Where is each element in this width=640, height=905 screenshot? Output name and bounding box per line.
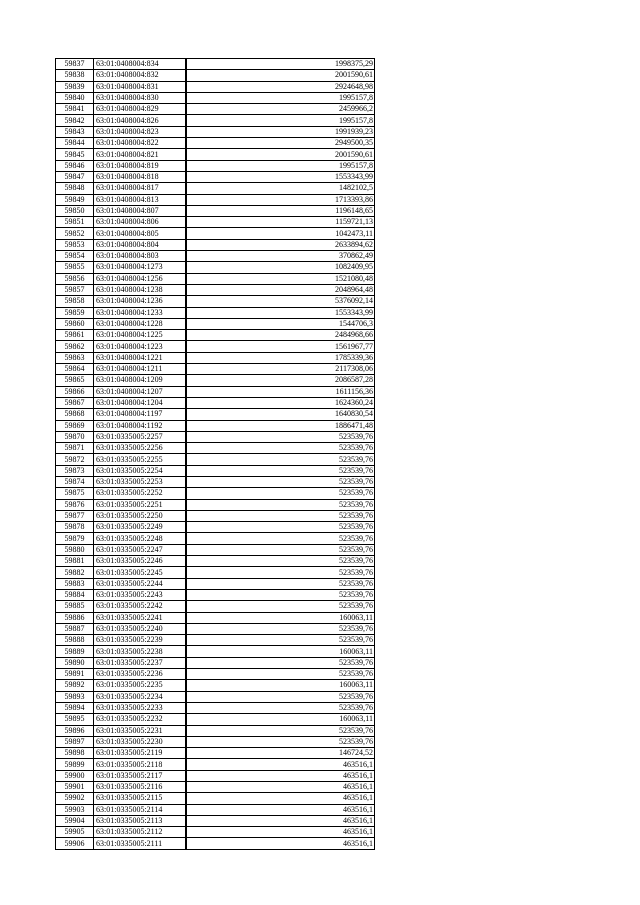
table-row xyxy=(56,228,375,239)
cadastral-value-cell: 160063,11 xyxy=(186,646,375,657)
cadastral-number-cell: 63:01:0408004:1209 xyxy=(94,375,187,386)
cadastral-number-cell: 63:01:0335005:2232 xyxy=(94,714,187,725)
row-number-cell: 59876 xyxy=(56,499,94,510)
cadastral-value-cell: 1482102,5 xyxy=(186,183,375,194)
cadastral-value-table xyxy=(55,58,375,850)
row-number-cell: 59840 xyxy=(56,92,94,103)
table-row xyxy=(56,657,375,668)
cadastral-number-cell: 63:01:0335005:2240 xyxy=(94,623,187,634)
row-number-cell: 59905 xyxy=(56,827,94,838)
cadastral-value-cell: 370862,49 xyxy=(186,251,375,262)
row-number-cell: 59868 xyxy=(56,409,94,420)
cadastral-number-cell: 63:01:0335005:2230 xyxy=(94,736,187,747)
table-row xyxy=(56,815,375,826)
cadastral-number-cell: 63:01:0408004:1256 xyxy=(94,273,187,284)
row-number-cell: 59886 xyxy=(56,612,94,623)
row-number-cell: 59847 xyxy=(56,171,94,182)
cadastral-number-cell: 63:01:0335005:2113 xyxy=(94,815,187,826)
row-number-cell: 59855 xyxy=(56,262,94,273)
cadastral-value-cell: 1991939,23 xyxy=(186,126,375,137)
table-row xyxy=(56,341,375,352)
table-row xyxy=(56,194,375,205)
table-row xyxy=(56,736,375,747)
cadastral-number-cell: 63:01:0335005:2251 xyxy=(94,499,187,510)
table-row xyxy=(56,205,375,216)
table-row xyxy=(56,510,375,521)
cadastral-number-cell: 63:01:0335005:2248 xyxy=(94,533,187,544)
table-row xyxy=(56,364,375,375)
row-number-cell: 59884 xyxy=(56,589,94,600)
row-number-cell: 59860 xyxy=(56,318,94,329)
cadastral-value-cell: 523539,76 xyxy=(186,465,375,476)
table-row xyxy=(56,409,375,420)
table-row xyxy=(56,183,375,194)
row-number-cell: 59839 xyxy=(56,81,94,92)
row-number-cell: 59879 xyxy=(56,533,94,544)
cadastral-number-cell: 63:01:0408004:834 xyxy=(94,59,187,70)
cadastral-value-cell: 523539,76 xyxy=(186,691,375,702)
row-number-cell: 59903 xyxy=(56,804,94,815)
cadastral-number-cell: 63:01:0335005:2252 xyxy=(94,488,187,499)
cadastral-value-cell: 1998375,29 xyxy=(186,59,375,70)
cadastral-value-cell: 160063,11 xyxy=(186,714,375,725)
cadastral-value-cell: 1521080,48 xyxy=(186,273,375,284)
row-number-cell: 59846 xyxy=(56,160,94,171)
table-row xyxy=(56,386,375,397)
row-number-cell: 59883 xyxy=(56,578,94,589)
cadastral-value-cell: 523539,76 xyxy=(186,725,375,736)
cadastral-value-cell: 523539,76 xyxy=(186,556,375,567)
table-row xyxy=(56,59,375,70)
row-number-cell: 59888 xyxy=(56,635,94,646)
row-number-cell: 59891 xyxy=(56,669,94,680)
cadastral-value-cell: 1995157,8 xyxy=(186,115,375,126)
cadastral-number-cell: 63:01:0408004:1223 xyxy=(94,341,187,352)
row-number-cell: 59844 xyxy=(56,138,94,149)
cadastral-number-cell: 63:01:0335005:2115 xyxy=(94,793,187,804)
cadastral-value-cell: 523539,76 xyxy=(186,544,375,555)
cadastral-number-cell: 63:01:0408004:1211 xyxy=(94,364,187,375)
row-number-cell: 59889 xyxy=(56,646,94,657)
row-number-cell: 59837 xyxy=(56,59,94,70)
cadastral-number-cell: 63:01:0335005:2117 xyxy=(94,770,187,781)
table-row xyxy=(56,612,375,623)
cadastral-value-cell: 523539,76 xyxy=(186,635,375,646)
cadastral-number-cell: 63:01:0408004:1225 xyxy=(94,330,187,341)
cadastral-value-cell: 523539,76 xyxy=(186,488,375,499)
cadastral-value-cell: 1159721,13 xyxy=(186,217,375,228)
cadastral-number-cell: 63:01:0335005:2118 xyxy=(94,759,187,770)
row-number-cell: 59885 xyxy=(56,601,94,612)
cadastral-number-cell: 63:01:0335005:2237 xyxy=(94,657,187,668)
cadastral-number-cell: 63:01:0335005:2246 xyxy=(94,556,187,567)
table-row xyxy=(56,239,375,250)
cadastral-value-cell: 2949500,35 xyxy=(186,138,375,149)
table-row xyxy=(56,160,375,171)
row-number-cell: 59838 xyxy=(56,70,94,81)
cadastral-value-cell: 523539,76 xyxy=(186,589,375,600)
cadastral-value-cell: 2001590,61 xyxy=(186,70,375,81)
row-number-cell: 59873 xyxy=(56,465,94,476)
table-row xyxy=(56,544,375,555)
cadastral-number-cell: 63:01:0408004:832 xyxy=(94,70,187,81)
cadastral-number-cell: 63:01:0335005:2257 xyxy=(94,431,187,442)
cadastral-number-cell: 63:01:0335005:2255 xyxy=(94,454,187,465)
cadastral-number-cell: 63:01:0408004:1236 xyxy=(94,296,187,307)
row-number-cell: 59904 xyxy=(56,815,94,826)
cadastral-number-cell: 63:01:0408004:1238 xyxy=(94,284,187,295)
cadastral-number-cell: 63:01:0408004:1228 xyxy=(94,318,187,329)
cadastral-value-cell: 463516,1 xyxy=(186,827,375,838)
table-row xyxy=(56,397,375,408)
row-number-cell: 59863 xyxy=(56,352,94,363)
cadastral-number-cell: 63:01:0335005:2253 xyxy=(94,476,187,487)
cadastral-number-cell: 63:01:0335005:2243 xyxy=(94,589,187,600)
cadastral-value-cell: 2117308,06 xyxy=(186,364,375,375)
row-number-cell: 59841 xyxy=(56,104,94,115)
cadastral-value-cell: 2086587,28 xyxy=(186,375,375,386)
table-row xyxy=(56,759,375,770)
cadastral-value-cell: 523539,76 xyxy=(186,499,375,510)
cadastral-number-cell: 63:01:0408004:831 xyxy=(94,81,187,92)
table-row xyxy=(56,115,375,126)
cadastral-number-cell: 63:01:0335005:2231 xyxy=(94,725,187,736)
cadastral-number-cell: 63:01:0335005:2119 xyxy=(94,748,187,759)
cadastral-value-cell: 1886471,48 xyxy=(186,420,375,431)
cadastral-value-cell: 463516,1 xyxy=(186,793,375,804)
cadastral-number-cell: 63:01:0335005:2242 xyxy=(94,601,187,612)
row-number-cell: 59878 xyxy=(56,522,94,533)
table-row xyxy=(56,171,375,182)
cadastral-number-cell: 63:01:0335005:2241 xyxy=(94,612,187,623)
row-number-cell: 59843 xyxy=(56,126,94,137)
table-row xyxy=(56,476,375,487)
table-row xyxy=(56,623,375,634)
row-number-cell: 59867 xyxy=(56,397,94,408)
cadastral-value-cell: 463516,1 xyxy=(186,815,375,826)
table-row xyxy=(56,465,375,476)
cadastral-number-cell: 63:01:0408004:1192 xyxy=(94,420,187,431)
table-row xyxy=(56,375,375,386)
cadastral-number-cell: 63:01:0335005:2114 xyxy=(94,804,187,815)
row-number-cell: 59869 xyxy=(56,420,94,431)
cadastral-value-cell: 1553343,99 xyxy=(186,307,375,318)
cadastral-number-cell: 63:01:0335005:2112 xyxy=(94,827,187,838)
row-number-cell: 59859 xyxy=(56,307,94,318)
cadastral-value-cell: 523539,76 xyxy=(186,702,375,713)
cadastral-value-cell: 523539,76 xyxy=(186,578,375,589)
cadastral-value-cell: 523539,76 xyxy=(186,601,375,612)
cadastral-value-cell: 2048964,48 xyxy=(186,284,375,295)
cadastral-value-cell: 463516,1 xyxy=(186,804,375,815)
table-row xyxy=(56,454,375,465)
cadastral-value-cell: 523539,76 xyxy=(186,623,375,634)
row-number-cell: 59842 xyxy=(56,115,94,126)
row-number-cell: 59875 xyxy=(56,488,94,499)
cadastral-value-cell: 523539,76 xyxy=(186,533,375,544)
row-number-cell: 59877 xyxy=(56,510,94,521)
cadastral-number-cell: 63:01:0408004:830 xyxy=(94,92,187,103)
row-number-cell: 59882 xyxy=(56,567,94,578)
cadastral-number-cell: 63:01:0408004:821 xyxy=(94,149,187,160)
cadastral-value-cell: 1995157,8 xyxy=(186,160,375,171)
row-number-cell: 59906 xyxy=(56,838,94,849)
cadastral-number-cell: 63:01:0335005:2249 xyxy=(94,522,187,533)
cadastral-number-cell: 63:01:0408004:806 xyxy=(94,217,187,228)
cadastral-value-cell: 160063,11 xyxy=(186,680,375,691)
table-row xyxy=(56,556,375,567)
cadastral-value-cell: 523539,76 xyxy=(186,567,375,578)
cadastral-number-cell: 63:01:0335005:2233 xyxy=(94,702,187,713)
table-row xyxy=(56,793,375,804)
cadastral-number-cell: 63:01:0408004:813 xyxy=(94,194,187,205)
table-row xyxy=(56,296,375,307)
table-row xyxy=(56,104,375,115)
cadastral-value-cell: 523539,76 xyxy=(186,510,375,521)
row-number-cell: 59858 xyxy=(56,296,94,307)
row-number-cell: 59845 xyxy=(56,149,94,160)
cadastral-value-cell: 523539,76 xyxy=(186,431,375,442)
cadastral-number-cell: 63:01:0335005:2234 xyxy=(94,691,187,702)
row-number-cell: 59901 xyxy=(56,782,94,793)
cadastral-value-cell: 146724,52 xyxy=(186,748,375,759)
table-row xyxy=(56,770,375,781)
table-row xyxy=(56,522,375,533)
table-row xyxy=(56,431,375,442)
cadastral-value-cell: 160063,11 xyxy=(186,612,375,623)
table-row xyxy=(56,307,375,318)
cadastral-number-cell: 63:01:0408004:1221 xyxy=(94,352,187,363)
cadastral-number-cell: 63:01:0408004:1207 xyxy=(94,386,187,397)
table-row xyxy=(56,589,375,600)
cadastral-value-cell: 1640830,54 xyxy=(186,409,375,420)
row-number-cell: 59870 xyxy=(56,431,94,442)
cadastral-value-cell: 1544706,3 xyxy=(186,318,375,329)
table-row xyxy=(56,725,375,736)
cadastral-value-cell: 5376092,14 xyxy=(186,296,375,307)
cadastral-number-cell: 63:01:0408004:1204 xyxy=(94,397,187,408)
row-number-cell: 59848 xyxy=(56,183,94,194)
cadastral-number-cell: 63:01:0408004:818 xyxy=(94,171,187,182)
row-number-cell: 59861 xyxy=(56,330,94,341)
row-number-cell: 59849 xyxy=(56,194,94,205)
table-row xyxy=(56,126,375,137)
table-row xyxy=(56,330,375,341)
cadastral-number-cell: 63:01:0335005:2247 xyxy=(94,544,187,555)
row-number-cell: 59902 xyxy=(56,793,94,804)
cadastral-number-cell: 63:01:0408004:817 xyxy=(94,183,187,194)
table-row xyxy=(56,499,375,510)
cadastral-number-cell: 63:01:0335005:2245 xyxy=(94,567,187,578)
cadastral-value-cell: 523539,76 xyxy=(186,736,375,747)
cadastral-number-cell: 63:01:0408004:819 xyxy=(94,160,187,171)
row-number-cell: 59853 xyxy=(56,239,94,250)
cadastral-number-cell: 63:01:0335005:2236 xyxy=(94,669,187,680)
table-row xyxy=(56,138,375,149)
cadastral-value-cell: 1042473,11 xyxy=(186,228,375,239)
row-number-cell: 59881 xyxy=(56,556,94,567)
cadastral-value-cell: 523539,76 xyxy=(186,454,375,465)
cadastral-number-cell: 63:01:0408004:823 xyxy=(94,126,187,137)
row-number-cell: 59862 xyxy=(56,341,94,352)
cadastral-value-cell: 523539,76 xyxy=(186,669,375,680)
cadastral-value-cell: 1785339,36 xyxy=(186,352,375,363)
cadastral-value-cell: 2001590,61 xyxy=(186,149,375,160)
cadastral-value-cell: 1561967,77 xyxy=(186,341,375,352)
row-number-cell: 59892 xyxy=(56,680,94,691)
row-number-cell: 59887 xyxy=(56,623,94,634)
table-row xyxy=(56,533,375,544)
cadastral-value-cell: 1995157,8 xyxy=(186,92,375,103)
row-number-cell: 59866 xyxy=(56,386,94,397)
row-number-cell: 59896 xyxy=(56,725,94,736)
cadastral-value-cell: 1624360,24 xyxy=(186,397,375,408)
row-number-cell: 59872 xyxy=(56,454,94,465)
row-number-cell: 59852 xyxy=(56,228,94,239)
row-number-cell: 59850 xyxy=(56,205,94,216)
cadastral-number-cell: 63:01:0408004:1197 xyxy=(94,409,187,420)
cadastral-number-cell: 63:01:0408004:1273 xyxy=(94,262,187,273)
cadastral-value-cell: 1713393,86 xyxy=(186,194,375,205)
table-body xyxy=(56,59,375,850)
cadastral-value-cell: 1082409,95 xyxy=(186,262,375,273)
row-number-cell: 59864 xyxy=(56,364,94,375)
table-row xyxy=(56,646,375,657)
table-row xyxy=(56,81,375,92)
cadastral-number-cell: 63:01:0335005:2250 xyxy=(94,510,187,521)
cadastral-number-cell: 63:01:0408004:822 xyxy=(94,138,187,149)
row-number-cell: 59854 xyxy=(56,251,94,262)
row-number-cell: 59874 xyxy=(56,476,94,487)
table-row xyxy=(56,149,375,160)
table-row xyxy=(56,217,375,228)
table-row xyxy=(56,601,375,612)
cadastral-number-cell: 63:01:0408004:829 xyxy=(94,104,187,115)
cadastral-number-cell: 63:01:0408004:826 xyxy=(94,115,187,126)
table-row xyxy=(56,70,375,81)
row-number-cell: 59898 xyxy=(56,748,94,759)
cadastral-value-cell: 463516,1 xyxy=(186,782,375,793)
table-row xyxy=(56,352,375,363)
table-row xyxy=(56,702,375,713)
row-number-cell: 59880 xyxy=(56,544,94,555)
table-row xyxy=(56,748,375,759)
cadastral-number-cell: 63:01:0408004:804 xyxy=(94,239,187,250)
cadastral-value-cell: 1553343,99 xyxy=(186,171,375,182)
cadastral-number-cell: 63:01:0335005:2235 xyxy=(94,680,187,691)
table-row xyxy=(56,273,375,284)
row-number-cell: 59856 xyxy=(56,273,94,284)
row-number-cell: 59900 xyxy=(56,770,94,781)
cadastral-value-cell: 2633894,62 xyxy=(186,239,375,250)
cadastral-number-cell: 63:01:0335005:2111 xyxy=(94,838,187,849)
table-row xyxy=(56,691,375,702)
cadastral-value-cell: 463516,1 xyxy=(186,838,375,849)
cadastral-number-cell: 63:01:0408004:807 xyxy=(94,205,187,216)
table-row xyxy=(56,827,375,838)
table-row xyxy=(56,420,375,431)
cadastral-number-cell: 63:01:0335005:2238 xyxy=(94,646,187,657)
cadastral-number-cell: 63:01:0408004:805 xyxy=(94,228,187,239)
cadastral-value-cell: 2484968,66 xyxy=(186,330,375,341)
cadastral-value-cell: 523539,76 xyxy=(186,657,375,668)
cadastral-number-cell: 63:01:0335005:2256 xyxy=(94,443,187,454)
cadastral-value-cell: 463516,1 xyxy=(186,759,375,770)
cadastral-number-cell: 63:01:0335005:2244 xyxy=(94,578,187,589)
row-number-cell: 59894 xyxy=(56,702,94,713)
cadastral-value-cell: 523539,76 xyxy=(186,443,375,454)
cadastral-value-cell: 1196148,65 xyxy=(186,205,375,216)
cadastral-number-cell: 63:01:0408004:1233 xyxy=(94,307,187,318)
row-number-cell: 59893 xyxy=(56,691,94,702)
cadastral-value-cell: 2459966,2 xyxy=(186,104,375,115)
table-row xyxy=(56,262,375,273)
table-row xyxy=(56,782,375,793)
cadastral-value-cell: 2924648,98 xyxy=(186,81,375,92)
row-number-cell: 59895 xyxy=(56,714,94,725)
cadastral-value-cell: 523539,76 xyxy=(186,522,375,533)
table-row xyxy=(56,804,375,815)
table-row xyxy=(56,838,375,849)
table-row xyxy=(56,567,375,578)
cadastral-value-cell: 523539,76 xyxy=(186,476,375,487)
table-row xyxy=(56,443,375,454)
cadastral-value-cell: 1611156,36 xyxy=(186,386,375,397)
cadastral-number-cell: 63:01:0335005:2116 xyxy=(94,782,187,793)
table-row xyxy=(56,284,375,295)
cadastral-value-cell: 463516,1 xyxy=(186,770,375,781)
row-number-cell: 59857 xyxy=(56,284,94,295)
table-row xyxy=(56,488,375,499)
row-number-cell: 59871 xyxy=(56,443,94,454)
cadastral-number-cell: 63:01:0335005:2254 xyxy=(94,465,187,476)
table-row xyxy=(56,92,375,103)
table-row xyxy=(56,318,375,329)
row-number-cell: 59890 xyxy=(56,657,94,668)
cadastral-number-cell: 63:01:0408004:803 xyxy=(94,251,187,262)
table-row xyxy=(56,680,375,691)
row-number-cell: 59865 xyxy=(56,375,94,386)
row-number-cell: 59899 xyxy=(56,759,94,770)
table-row xyxy=(56,251,375,262)
table-row xyxy=(56,635,375,646)
table-row xyxy=(56,669,375,680)
row-number-cell: 59851 xyxy=(56,217,94,228)
table-row xyxy=(56,714,375,725)
table-row xyxy=(56,578,375,589)
row-number-cell: 59897 xyxy=(56,736,94,747)
cadastral-number-cell: 63:01:0335005:2239 xyxy=(94,635,187,646)
